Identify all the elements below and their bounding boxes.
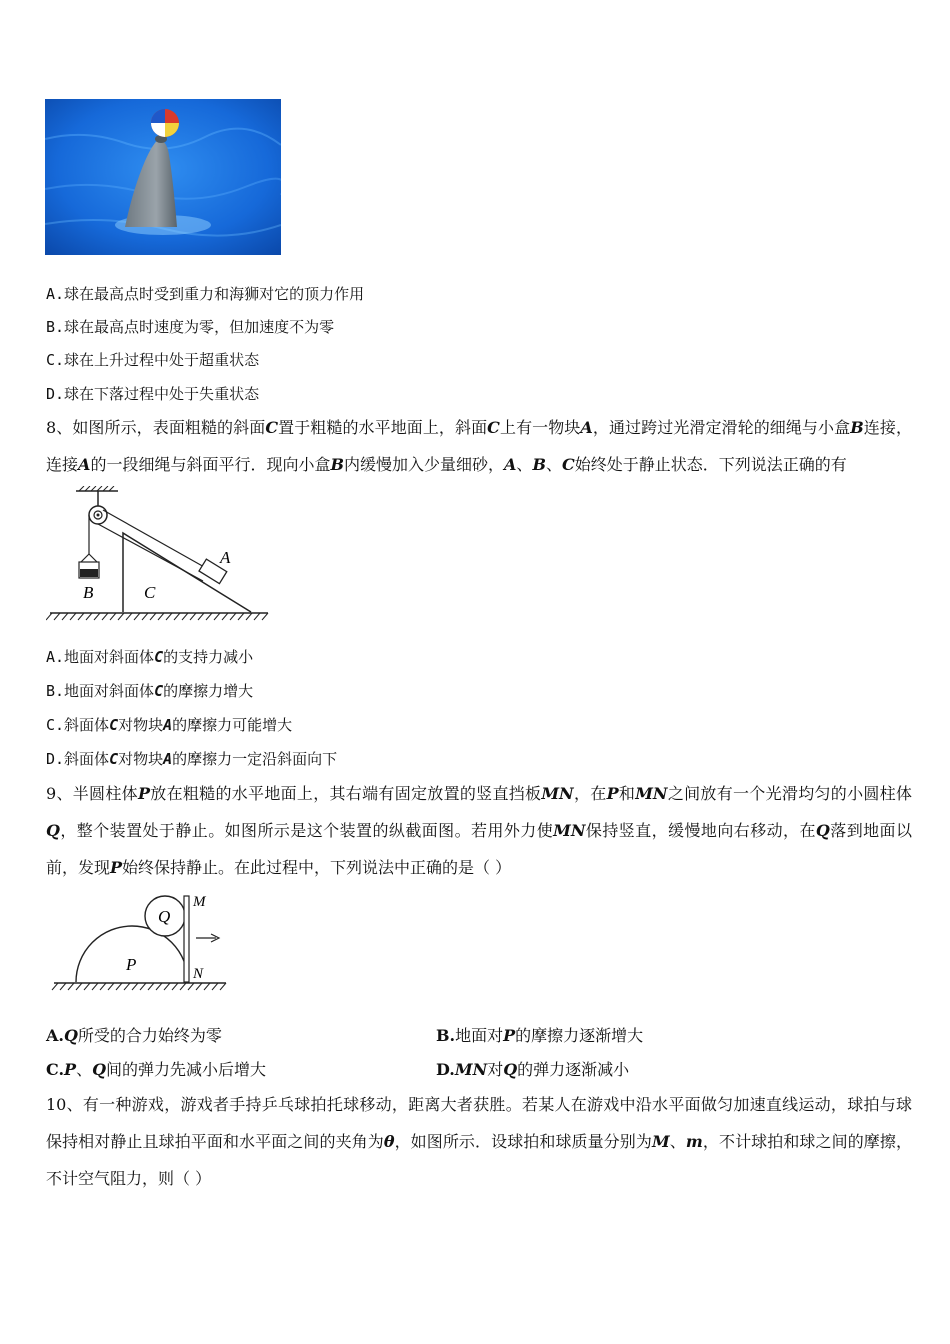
q10-stem: 10、有一种游戏，游戏者手持乒乓球拍托球移动，距离大者获胜。若某人在游戏中沿水平面做匀加速直线运动，球拍与球保持相对静止且球拍平面和水平面之间的夹角为θ，如图所示．设球拍和球质量分别为M、m，不计球拍和球之间的摩擦，不计空气阻力，则（ ） [46,1095,912,1188]
q8-label-c: C [144,583,156,602]
dolphin-ball-photo [45,99,281,255]
q7-option-a: A.球在最高点时受到重力和海狮对它的顶力作用 [46,285,365,303]
q9-label-m: M [193,894,206,910]
q7-option-b: B.球在最高点时速度为零，但加速度不为零 [46,318,335,336]
q9-label-n: N [193,966,204,982]
q9-label-p: P [126,955,137,974]
q8-label-b: B [83,583,94,602]
q7-option-d: D.球在下落过程中处于失重状态 [46,385,260,403]
q9-option-d: D.MN对Q的弹力逐渐减小 [436,1060,630,1079]
q8-label-a: A [220,548,231,567]
q9-stem: 9、半圆柱体P放在粗糙的水平地面上，其右端有固定放置的竖直挡板MN，在P和MN之间放有一个光滑均匀的小圆柱体Q，整个装置处于静止。如图所示是这个装置的纵截面图。若用外力使MN保持竖直，缓慢地向右移动，在Q落到地面以前，发现P始终保持静止。在此过程中，下列说法中正确的是（ ） [46,784,912,877]
q9-option-c: C.P、Q间的弹力先减小后增大 [46,1060,267,1079]
q8-option-b: B.地面对斜面体C的摩擦力增大 [46,682,254,700]
q9-label-q: Q [158,907,171,926]
q9-option-b: B.地面对P的摩擦力逐渐增大 [436,1026,644,1045]
q8-option-d: D.斜面体C对物块A的摩擦力一定沿斜面向下 [46,750,338,768]
q8-option-a: A.地面对斜面体C的支持力减小 [46,648,254,666]
q7-option-c: C.球在上升过程中处于超重状态 [46,351,260,369]
q8-incline-diagram [46,486,276,628]
q9-option-a: A.Q所受的合力始终为零 [46,1026,222,1045]
q8-stem: 8、如图所示，表面粗糙的斜面C置于粗糙的水平地面上，斜面C上有一物块A，通过跨过光滑定滑轮的细绳与小盒B连接，连接A的一段细绳与斜面平行．现向小盒B内缓慢加入少量细砂，A、B、C始终处于静止状态．下列说法正确的有 [46,418,912,474]
q9-cylinder-diagram [50,890,235,994]
q8-option-c: C.斜面体C对物块A的摩擦力可能增大 [46,716,293,734]
